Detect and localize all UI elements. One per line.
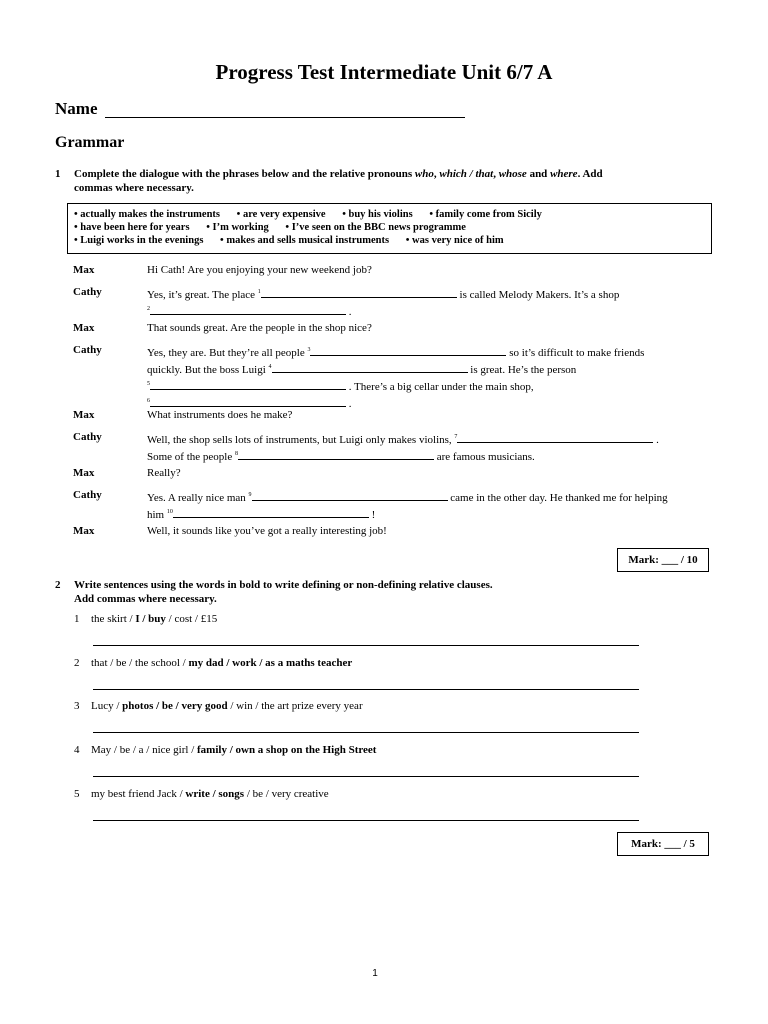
answer-line[interactable] (93, 820, 639, 821)
dialogue-line: Yes, it’s great. The place $^1$ is called Melody Makers. It’s a shop $^2$ . (147, 289, 620, 318)
question-2-number: 2 (55, 579, 61, 591)
phrase: • family come from Sicily (429, 209, 542, 220)
speaker-cathy: Cathy (73, 286, 102, 298)
phrase: • was very nice of him (405, 235, 504, 246)
answer-blank-8[interactable] (238, 449, 434, 460)
phrase: • Luigi works in the evenings (74, 235, 204, 246)
exercise-number: 5 (74, 788, 80, 800)
exercise-prompt: that / be / the school / my dad / work / as a maths teacher (91, 657, 353, 669)
phrase: • I’m working (206, 222, 269, 233)
exercise-prompt: Lucy / photos / be / very good / win / the art prize every year (91, 700, 363, 712)
phrase: • I’ve seen on the BBC news programme (285, 222, 466, 233)
dialogue-line: Really? (147, 467, 181, 479)
question-2-mark: Mark: ___ / 5 (617, 832, 709, 856)
answer-line[interactable] (93, 732, 639, 733)
answer-blank-7[interactable] (457, 432, 653, 443)
phrase: • are very expensive (236, 209, 326, 220)
phrase: • makes and sells musical instruments (220, 235, 390, 246)
answer-blank-1[interactable] (261, 287, 457, 298)
speaker-max: Max (73, 264, 95, 276)
dialogue-line: Hi Cath! Are you enjoying your new weekend job? (147, 264, 372, 276)
phrase-row-1 (74, 209, 556, 220)
answer-line[interactable] (93, 645, 639, 646)
exercise-prompt: May / be / a / nice girl / family / own a shop on the High Street (91, 744, 377, 756)
page-number: 1 (372, 968, 378, 979)
exercise-number: 4 (74, 744, 80, 756)
exercise-prompt: the skirt / I / buy / cost / £15 (91, 613, 218, 625)
answer-blank-4[interactable] (272, 362, 468, 373)
phrase: • actually makes the instruments (74, 209, 221, 220)
answer-blank-2[interactable] (150, 304, 346, 315)
speaker-cathy: Cathy (73, 431, 102, 443)
exercise-number: 2 (74, 657, 80, 669)
section-heading: Grammar (55, 134, 125, 151)
dialogue-line: Well, it sounds like you’ve got a really interesting job! (147, 525, 387, 537)
phrase: • buy his violins (342, 209, 413, 220)
answer-line[interactable] (93, 689, 639, 690)
speaker-max: Max (73, 322, 95, 334)
speaker-max: Max (73, 525, 95, 537)
question-2-instruction: Write sentences using the words in bold to write defining or non-defining relative clauses. Add commas where necessary. (74, 579, 493, 605)
dialogue-line: Yes. A really nice man $^9$ came in the other day. He thanked me for helping him $^{10}$ ! (147, 492, 668, 521)
exercise-prompt: my best friend Jack / write / songs / be / very creative (91, 788, 329, 800)
answer-line[interactable] (93, 776, 639, 777)
question-1-instruction: Complete the dialogue with the phrases below and the relative pronouns who, which / that, whose and where. Add commas where necessary. (74, 168, 603, 194)
answer-blank-5[interactable] (150, 379, 346, 390)
phrase-row-2 (74, 222, 480, 233)
phrase-box (67, 203, 712, 254)
answer-blank-9[interactable] (252, 490, 448, 501)
exercise-number: 3 (74, 700, 80, 712)
phrase: • have been here for years (74, 222, 190, 233)
page-title: Progress Test Intermediate Unit 6/7 A (215, 60, 553, 84)
answer-blank-10[interactable] (173, 507, 369, 518)
answer-blank-3[interactable] (310, 345, 506, 356)
dialogue-line: That sounds great. Are the people in the shop nice? (147, 322, 372, 334)
exercise-number: 1 (74, 613, 80, 625)
speaker-max: Max (73, 467, 95, 479)
dialogue-line: Well, the shop sells lots of instruments, but Luigi only makes violins, $^7$ . Some of the people $^8$ are famous musicians. (147, 434, 659, 463)
name-label: Name (55, 99, 98, 118)
phrase-row-3 (74, 235, 518, 246)
dialogue-line: Yes, they are. But they’re all people $^3$ so it’s difficult to make friends quickly. But the boss Luigi $^4$ is great. He’s the person $^5$ . There’s a big cellar under the main shop, $^6$ . (147, 347, 645, 410)
question-1-mark: Mark: ___ / 10 (617, 548, 709, 572)
speaker-cathy: Cathy (73, 344, 102, 356)
question-1-number: 1 (55, 168, 61, 180)
speaker-cathy: Cathy (73, 489, 102, 501)
speaker-max: Max (73, 409, 95, 421)
dialogue-line: What instruments does he make? (147, 409, 293, 421)
answer-blank-6[interactable] (150, 396, 346, 407)
name-field[interactable] (105, 117, 465, 118)
